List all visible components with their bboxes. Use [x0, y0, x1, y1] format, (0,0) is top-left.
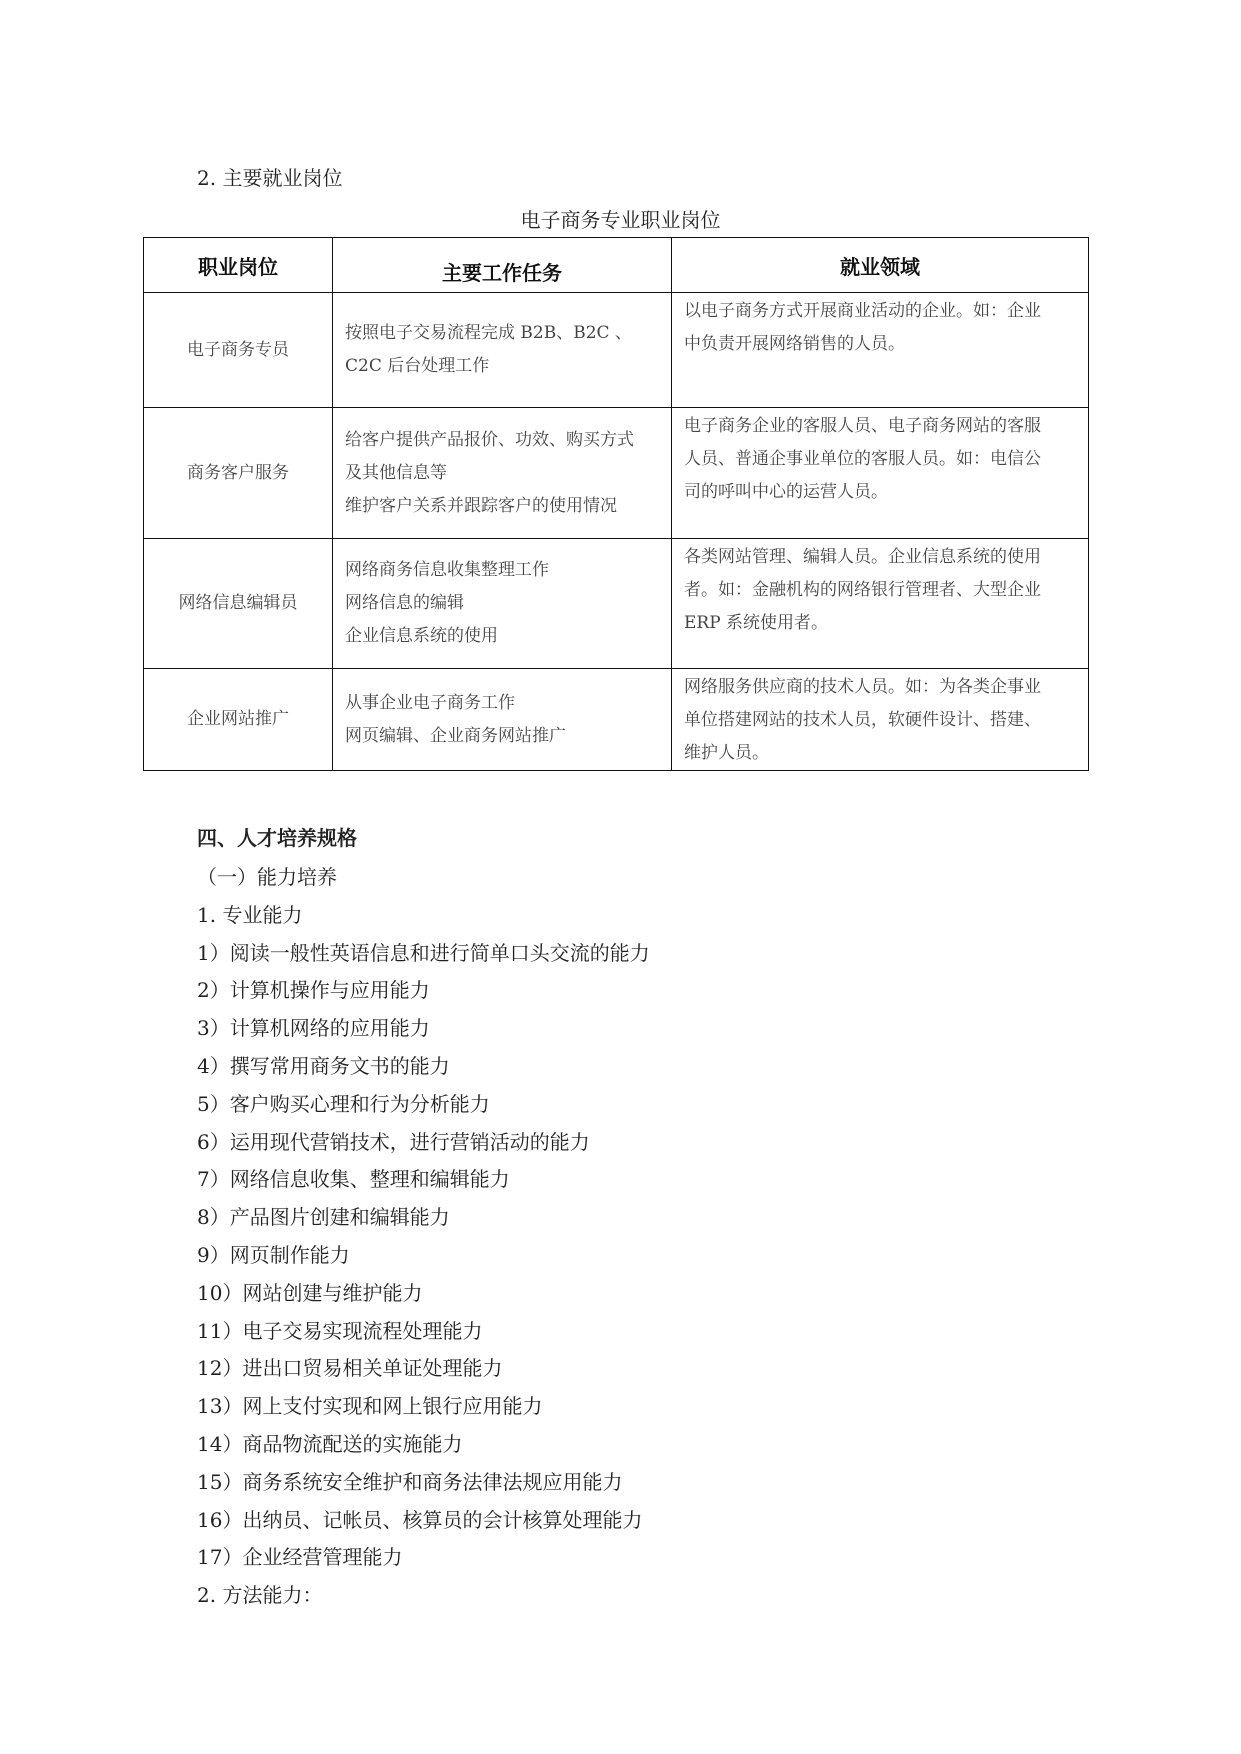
- list-item: 7）网络信息收集、整理和编辑能力: [197, 1167, 510, 1192]
- list-item: 12）进出口贸易相关单证处理能力: [197, 1356, 503, 1381]
- list-item: 6）运用现代营销技术，进行营销活动的能力: [197, 1129, 590, 1154]
- area-line: 中负责开展网络销售的人员。: [684, 334, 905, 354]
- section4-title: 四、人才培养规格: [197, 826, 357, 850]
- job-positions-table: [143, 237, 1089, 771]
- task-line: 网页编辑、企业商务网站推广: [345, 725, 566, 746]
- area-cell: [672, 293, 1089, 408]
- area-line: 网络服务供应商的技术人员。如：为各类企事业: [684, 677, 1041, 697]
- table-row: [144, 408, 1089, 539]
- task-line: 给客户提供产品报价、功效、购买方式: [345, 429, 634, 450]
- list-item: 17）企业经营管理能力: [197, 1545, 403, 1570]
- header-area: 就业领域: [672, 238, 1089, 293]
- task-line: 按照电子交易流程完成 B2B、B2C 、: [345, 323, 632, 343]
- list-item: 1）阅读一般性英语信息和进行简单口头交流的能力: [197, 940, 650, 965]
- area-cell: [672, 539, 1089, 669]
- area-line: 司的呼叫中心的运营人员。: [684, 482, 888, 502]
- list-item: 2）计算机操作与应用能力: [197, 978, 430, 1003]
- list-item: 11）电子交易实现流程处理能力: [197, 1318, 483, 1343]
- list-item: 2. 方法能力：: [197, 1583, 323, 1608]
- list-item: 9）网页制作能力: [197, 1242, 350, 1267]
- task-line: 从事企业电子商务工作: [345, 692, 515, 713]
- area-cell: [672, 408, 1089, 539]
- tasks-cell: [333, 408, 672, 539]
- table-row: [144, 293, 1089, 408]
- area-line: 单位搭建网站的技术人员，软硬件设计、搭建、: [684, 710, 1041, 730]
- list-item: 5）客户购买心理和行为分析能力: [197, 1091, 490, 1116]
- ability-list: [197, 859, 650, 1615]
- area-line: 以电子商务方式开展商业活动的企业。如：企业: [684, 301, 1041, 321]
- area-line: ERP 系统使用者。: [684, 613, 829, 633]
- task-line: 网络信息的编辑: [345, 593, 464, 613]
- list-item: 3）计算机网络的应用能力: [197, 1016, 430, 1041]
- table-title: 电子商务专业职业岗位: [520, 208, 721, 232]
- area-line: 人员、普通企事业单位的客服人员。如：电信公: [684, 449, 1041, 469]
- list-item: （一）能力培养: [197, 865, 337, 889]
- list-item: 4）撰写常用商务文书的能力: [197, 1053, 450, 1078]
- list-item: 1. 专业能力: [197, 902, 303, 927]
- position-cell: 网络信息编辑员: [144, 539, 333, 669]
- position-cell: 电子商务专员: [144, 293, 333, 408]
- area-line: 维护人员。: [684, 743, 769, 763]
- list-item: 15）商务系统安全维护和商务法律法规应用能力: [197, 1469, 623, 1494]
- task-line: 维护客户关系并跟踪客户的使用情况: [345, 495, 617, 516]
- area-line: 者。如：金融机构的网络银行管理者、大型企业: [684, 580, 1041, 600]
- list-item: 16）出纳员、记帐员、核算员的会计核算处理能力: [197, 1507, 643, 1532]
- area-line: 各类网站管理、编辑人员。企业信息系统的使用: [684, 547, 1041, 567]
- section-heading: 2. 主要就业岗位: [197, 166, 343, 190]
- position-cell: 企业网站推广: [144, 669, 333, 771]
- list-item: 14）商品物流配送的实施能力: [197, 1431, 463, 1456]
- list-item: 8）产品图片创建和编辑能力: [197, 1205, 450, 1230]
- position-cell: 商务客户服务: [144, 408, 333, 539]
- table-row: [144, 669, 1089, 771]
- task-line: C2C 后台处理工作: [345, 356, 490, 376]
- tasks-cell: [333, 669, 672, 771]
- list-item: 13）网上支付实现和网上银行应用能力: [197, 1394, 543, 1419]
- area-cell: [672, 669, 1089, 771]
- list-item: 10）网站创建与维护能力: [197, 1280, 423, 1305]
- task-line: 及其他信息等: [345, 462, 447, 483]
- table-row: [144, 539, 1089, 669]
- header-position: 职业岗位: [144, 238, 333, 293]
- area-line: 电子商务企业的客服人员、电子商务网站的客服: [684, 416, 1041, 436]
- header-tasks: 主要工作任务: [333, 238, 672, 293]
- task-line: 网络商务信息收集整理工作: [345, 560, 549, 580]
- tasks-cell: [333, 293, 672, 408]
- table-header-row: [144, 238, 1089, 293]
- task-line: 企业信息系统的使用: [345, 626, 498, 646]
- tasks-cell: [333, 539, 672, 669]
